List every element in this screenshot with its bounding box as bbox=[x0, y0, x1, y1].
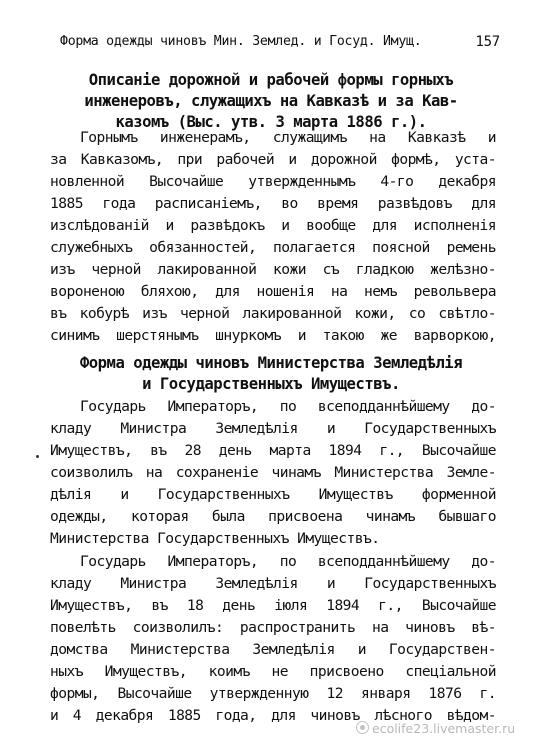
text-line: Имуществъ, въ 28 день марта 1894 г., Высочайше bbox=[50, 442, 496, 459]
text-line: кладу Министра Земледѣлія и Государственныхъ bbox=[50, 420, 496, 437]
text-line: синимъ шерстянымъ шнуркомъ и такою же варворкою, bbox=[50, 327, 496, 344]
title-line: Форма одежды чиновъ Министерства Земледѣлія bbox=[79, 354, 463, 372]
text-line: повелѣть соизволилъ: распространить на чиновъ вѣ- bbox=[50, 619, 496, 636]
paragraph-decree-july bbox=[50, 551, 496, 727]
title-line: инженеровъ, служащихъ на Кавказѣ и за Кав- bbox=[84, 92, 458, 110]
text-line: изслѣдованій и развѣдокъ и вообще для исполненія bbox=[50, 217, 496, 234]
text-line: Имуществъ, въ 18 день іюля 1894 г., Высочайше bbox=[50, 597, 496, 614]
text-line: одежды, которая была присвоена чинамъ бывшаго bbox=[50, 508, 496, 525]
text-line: въ кобурѣ изъ черной лакированной кожи, со свѣтло- bbox=[50, 305, 496, 322]
title-line: Описаніе дорожной и рабочей формы горныхъ bbox=[88, 71, 454, 89]
text-line: формы, Высочайше утвержденную 12 января 1876 г. bbox=[50, 685, 496, 702]
text-line: кладу Министра Земледѣлія и Государственныхъ bbox=[50, 575, 496, 592]
text-line: служебныхъ обязанностей, полагается поясной ремень bbox=[50, 239, 496, 256]
text-line: 1885 года расписаніемъ, во время развѣдовъ для bbox=[50, 195, 496, 212]
page-header bbox=[60, 34, 500, 54]
page-number: 157 bbox=[475, 34, 500, 50]
text-line: соизволилъ на сохраненіе чинамъ Министерства Земле- bbox=[50, 464, 496, 481]
text-line: ныхъ Имуществъ, коимъ не присвоено спеціальной bbox=[50, 663, 496, 680]
title-line: и Государственныхъ Имуществъ. bbox=[142, 375, 400, 393]
text-line: Государь Императоръ, по всеподданнѣйшему до- bbox=[80, 398, 496, 415]
livemaster-logo-icon bbox=[356, 721, 369, 734]
running-title: Форма одежды чиновъ Мин. Землед. и Госуд. Имущ. bbox=[60, 34, 422, 49]
text-line: Горнымъ инженерамъ, служащимъ на Кавказѣ и bbox=[80, 129, 496, 146]
title-line: казомъ (Выс. утв. 3 марта 1886 г.). bbox=[115, 113, 427, 131]
text-line: домства Министерства Земледѣлія и Государствен- bbox=[50, 641, 496, 658]
section-title-mining-engineers bbox=[46, 70, 496, 133]
paragraph-mining-engineers bbox=[50, 127, 496, 347]
text-line: новленной Высочайше утвержденнымъ 4-го декабря bbox=[50, 173, 496, 190]
text-line: Министерства Государственныхъ Имуществъ. bbox=[50, 530, 380, 547]
text-line: Государь Императоръ, по всеподданнѣйшему до- bbox=[80, 553, 496, 570]
ink-speck bbox=[36, 455, 39, 458]
text-line: за Кавказомъ, при рабочей и дорожной формѣ, уста- bbox=[50, 151, 496, 168]
text-line: изъ черной лакированной кожи съ гладкою желѣзно- bbox=[50, 261, 496, 278]
text-line: дѣлія и Государственныхъ Имуществъ форменной bbox=[50, 486, 496, 503]
paragraph-decree-march bbox=[50, 396, 496, 550]
watermark-text: ecolife23.livemaster.ru bbox=[372, 721, 516, 736]
text-line: и 4 декабря 1885 года, для чиновъ лѣсного вѣдом- bbox=[50, 707, 496, 724]
section-title-ministry-uniform bbox=[46, 353, 496, 395]
text-line: вороненою бляхою, для ношенія на немъ револьвера bbox=[50, 283, 496, 300]
watermark bbox=[356, 721, 515, 736]
